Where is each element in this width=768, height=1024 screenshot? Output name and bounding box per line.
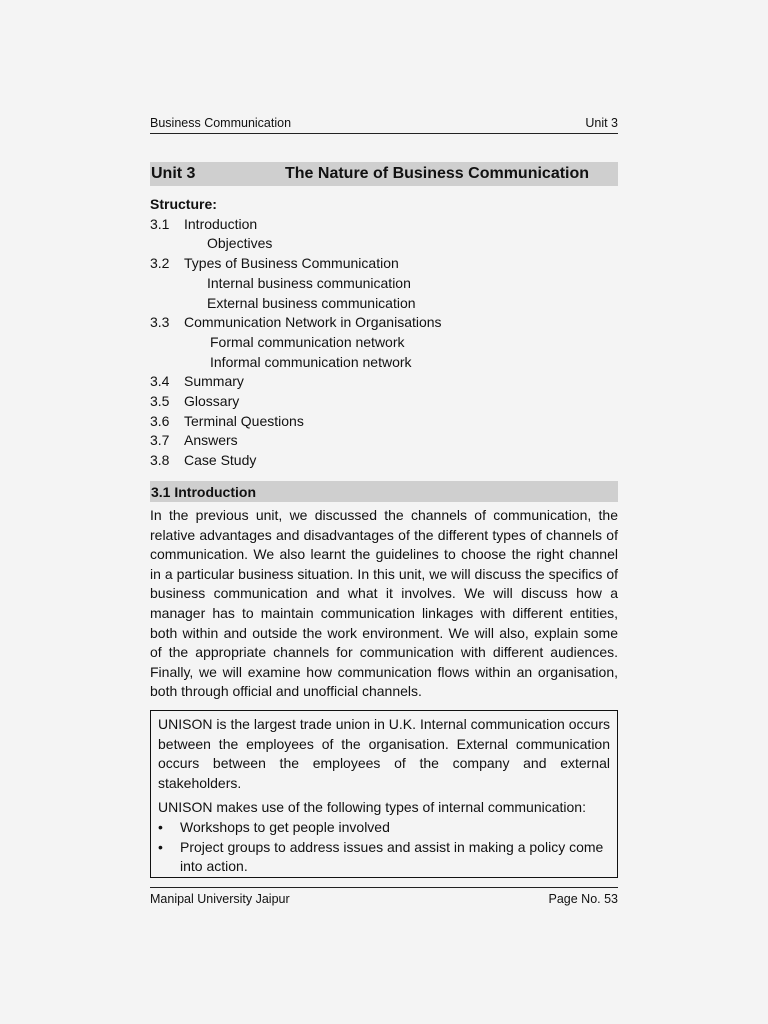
footer-university: Manipal University Jaipur — [150, 892, 290, 906]
list-item-text: Workshops to get people involved — [180, 818, 390, 835]
unit-title-bar — [150, 162, 618, 186]
running-footer — [150, 887, 618, 906]
structure-item — [150, 431, 618, 451]
structure-list — [150, 195, 618, 471]
structure-item — [150, 313, 618, 333]
case-paragraph: UNISON makes use of the following types of internal communication: — [158, 799, 586, 816]
item-label: Summary — [184, 373, 244, 390]
footer-page-number: Page No. 53 — [548, 892, 618, 906]
list-item — [158, 838, 610, 877]
item-label: Types of Business Communication — [184, 255, 399, 272]
item-number: 3.6 — [150, 412, 170, 429]
structure-item — [150, 372, 618, 392]
case-study-box — [150, 710, 618, 878]
item-number: 3.5 — [150, 393, 170, 410]
item-label: Introduction — [184, 215, 258, 232]
structure-item — [150, 412, 618, 432]
unit-number: Unit 3 — [151, 165, 196, 182]
structure-item — [150, 451, 618, 471]
bullet-icon: • — [158, 818, 163, 835]
item-number: 3.3 — [150, 314, 170, 331]
structure-subitem: Internal business communication — [207, 274, 411, 291]
structure-item — [150, 215, 618, 235]
bullet-icon: • — [158, 838, 163, 855]
case-paragraph: UNISON is the largest trade union in U.K. Internal communication occurs between the employees of the organisation. External communication occurs between the employees of the company and external stakeholders. — [158, 716, 610, 791]
structure-subitem: Objectives — [207, 235, 273, 252]
section-heading-bar: 3.1 Introduction — [150, 481, 618, 502]
item-number: 3.7 — [150, 432, 170, 449]
structure-heading: Structure: — [150, 196, 217, 212]
structure-item — [150, 392, 618, 412]
structure-subitem: External business communication — [207, 294, 416, 311]
item-label: Communication Network in Organisations — [184, 314, 442, 331]
case-bullet-list — [158, 818, 610, 877]
structure-item — [150, 254, 618, 274]
item-label: Terminal Questions — [184, 412, 304, 429]
introduction-paragraph: In the previous unit, we discussed the channels of communication, the relative advantages and disadvantages of the different types of channels of communication. We also learnt the guidelines to choose the right channel in a particular business situation. In this unit, we will discuss the specifics of business communication and what it involves. We will discuss how a manager has to maintain communication linkages with different entities, both within and outside the work environment. We will also, explain some of the appropriate channels for communication with different audiences. Finally, we will examine how communication flows within an organisation, both through official and unofficial channels. — [150, 507, 618, 700]
structure-subitem: Formal communication network — [210, 333, 405, 350]
item-number: 3.2 — [150, 255, 170, 272]
unit-title: The Nature of Business Communication — [285, 165, 590, 182]
list-item-text: Project groups to address issues and assist in making a policy come into action. — [180, 838, 604, 875]
running-header — [150, 116, 618, 134]
item-number: 3.8 — [150, 452, 170, 469]
header-unit-label: Unit 3 — [585, 116, 618, 130]
item-label: Glossary — [184, 393, 240, 410]
item-number: 3.4 — [150, 373, 170, 390]
structure-subitem: Informal communication network — [210, 353, 412, 370]
list-item — [158, 818, 610, 838]
header-course-title: Business Communication — [150, 116, 292, 130]
item-number: 3.1 — [150, 215, 170, 232]
item-label: Case Study — [184, 452, 257, 469]
item-label: Answers — [184, 432, 238, 449]
